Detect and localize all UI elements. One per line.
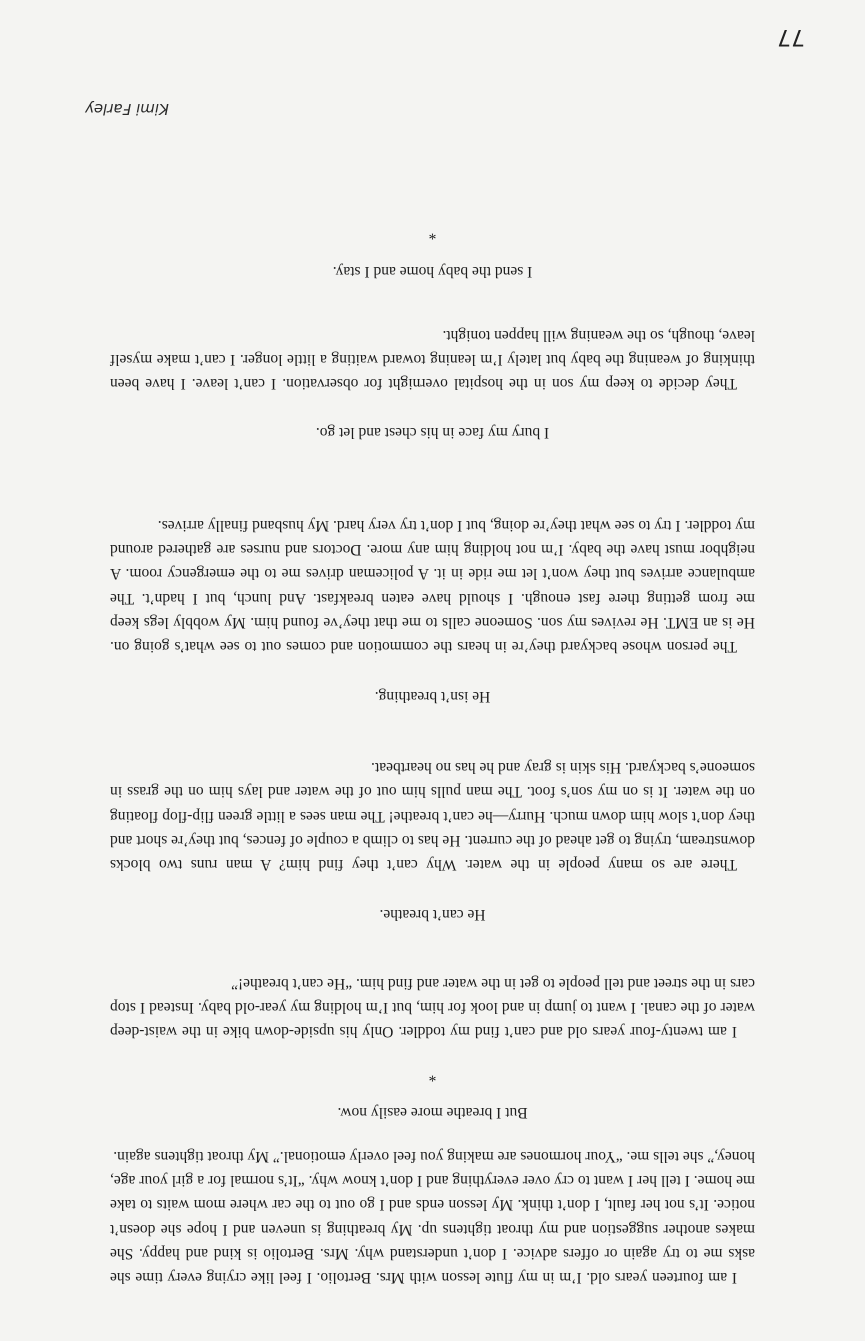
paragraph-text: I am twenty-four years old and can’t find my toddler. Only his upside-down bike in the waist-deep water of the canal. I want to jump in and look for him, but I’m holding my year-old baby. Instead I stop cars in the street and tell people to get in the water and find him. “He can’t breathe!” xyxy=(110,974,755,1040)
paragraph-search xyxy=(110,755,755,876)
line-bury-face: I bury my face in his chest and let go. xyxy=(315,424,550,441)
author-name: Kimi Farley xyxy=(85,100,169,118)
paragraph-text: I am fourteen years old. I’m in my flute lesson with Mrs. Bertolio. I feel like crying every time she asks me to try again or offers advice. I don’t understand why. Mrs. Bertolio is kind and happy. She makes another suggestion and my throat tightens up. My breathing is uneven and I hope she doesn’t notice. It’s not her fault, I don’t think. My lesson ends and I go out to the car where mom waits to take me home. I tell her I want to cry over everything and I don’t know why. “It’s normal for a girl your age, honey,” she tells me. “Your hormones are making you feel overly emotional.” My throat tightens again. xyxy=(110,1147,755,1286)
paragraph-text: There are so many people in the water. Why can’t they find him? A man runs two blocks downstream, trying to get ahead of the current. He has to climb a couple of fences, but they’re short and they don’t slow him down much. Hurry—he can’t breathe! The man sees a little green flip-flop floating on the water. It is on my son’s foot. The man pulls him out of the water and lays him on the grass in someone’s backyard. His skin is gray and he has no heartbeat. xyxy=(110,759,755,873)
line-isnt-breathing: He isn’t breathing. xyxy=(374,688,491,705)
paragraph-text: The person whose backyard they’re in hears the commotion and comes out to see what’s going on. He is an EMT. He revives my son. Someone calls to me that they’ve found him. My wobbly legs keep me from getting there fast enough. I should have eaten breakfast. And lunch, but I hadn’t. The ambulance arrives but they won’t let me ride in it. A policeman drives me to the emergency room. A neighbor must have the baby. I’m not holding him any more. Doctors and nurses are gathered around my toddler. I try to see what they’re doing, but I don’t try very hard. My husband finally arrives. xyxy=(110,516,755,655)
line-cant-breathe: He can’t breathe. xyxy=(379,906,486,923)
paragraph-canal xyxy=(110,970,755,1043)
paragraph-text: They decide to keep my son in the hospital overnight for observation. I can’t leave. I have been thinking of weaning the baby but lately I’m leaning toward waiting a little longer. I can’t make myself leave, though, so the weaning will happen tonight. xyxy=(110,326,755,392)
section-separator: * xyxy=(428,225,437,242)
paragraph-flute-lesson xyxy=(110,1144,755,1289)
line-breathe-easily: But I breathe more easily now. xyxy=(337,1104,528,1121)
page-number: 77 xyxy=(777,24,805,49)
section-separator: * xyxy=(428,1067,437,1084)
line-send-baby-home: I send the baby home and I stay. xyxy=(332,263,533,280)
paragraph-emergency xyxy=(110,513,755,658)
paragraph-hospital xyxy=(110,322,755,395)
